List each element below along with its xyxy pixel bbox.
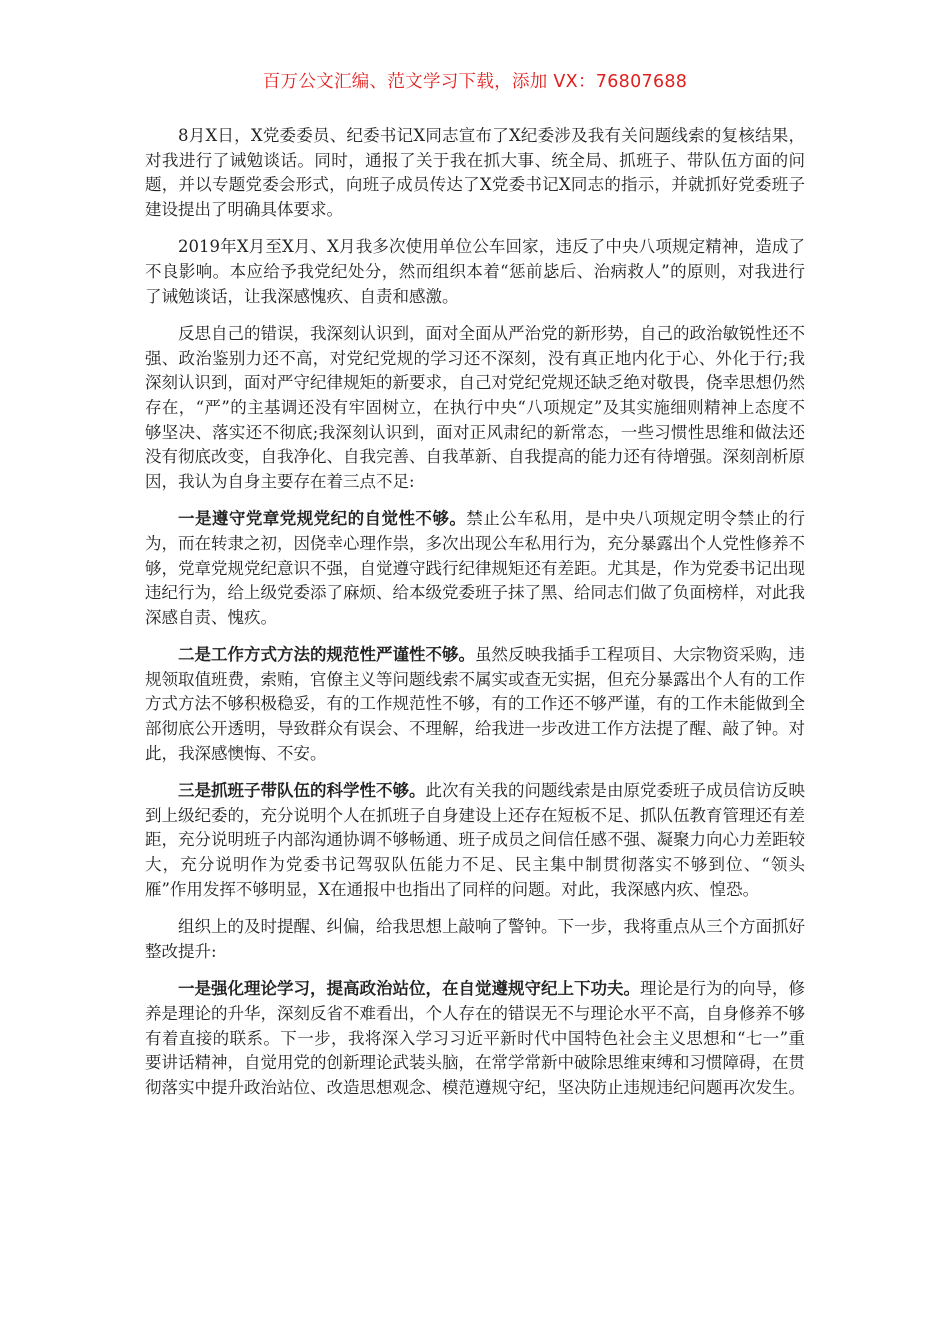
paragraph-text: 禁止公车私用，是中央八项规定明令禁止的行为，而在转隶之初，因侥幸心理作祟，多次出现公车私用行为，充分暴露出个人党性修养不够，党章党规党纪意识不强，自觉遵守践行纪律规矩还有差距。尤其是，作为党委书记出现违纪行为，给上级党委添了麻烦、给本级党委班子抹了黑、给同志们做了负面榜样，对此我深感自责、愧疚。 — [145, 509, 806, 627]
paragraph — [145, 977, 805, 1100]
paragraph — [145, 124, 805, 222]
paragraph-text: 虽然反映我插手工程项目、大宗物资采购，违规领取值班费，索贿，官僚主义等问题线索不属实或查无实据，但充分暴露出个人有的工作方式方法不够积极稳妥，有的工作规范性不够，有的工作还不够严谨，有的工作未能做到全部彻底公开透明，导致群众有误会、不理解，给我进一步改进工作方法提了醒、敲了钟。对此，我深感懊悔、不安。 — [145, 645, 805, 763]
paragraph-lead: 一是强化理论学习，提高政治站位，在自觉遵规守纪上下功夫。 — [178, 979, 640, 999]
paragraph-lead: 二是工作方式方法的规范性严谨性不够。 — [178, 645, 475, 665]
paragraph — [145, 322, 805, 494]
paragraph-text: 组织上的及时提醒、纠偏，给我思想上敲响了警钟。下一步，我将重点从三个方面抓好整改提升: — [145, 917, 805, 961]
paragraph — [145, 779, 805, 902]
paragraph-text: 2019年X月至X月、X月我多次使用单位公车回家，违反了中央八项规定精神，造成了不良影响。本应给予我党纪处分，然而组织本着“惩前毖后、治病救人”的原则，对我进行了诫勉谈话，让我深感愧疚、自责和感激。 — [145, 237, 805, 306]
paragraph — [145, 507, 805, 630]
paragraph-text: 8月X日，X党委委员、纪委书记X同志宣布了X纪委涉及我有关问题线索的复核结果，对我进行了诫勉谈话。同时，通报了关于我在抓大事、统全局、抓班子、带队伍方面的问题，并以专题党委会形式，向班子成员传达了X党委书记X同志的指示，并就抓好党委班子建设提出了明确具体要求。 — [145, 126, 805, 219]
paragraph — [145, 643, 805, 766]
paragraph — [145, 915, 805, 964]
paragraph-lead: 一是遵守党章党规党纪的自觉性不够。 — [178, 509, 467, 529]
document-body — [145, 124, 805, 1113]
paragraph-lead: 三是抓班子带队伍的科学性不够。 — [178, 781, 426, 801]
paragraph — [145, 235, 805, 309]
paragraph-text: 理论是行为的向导，修养是理论的升华，深刻反省不难看出，个人存在的错误无不与理论水平不高，自身修养不够有着直接的联系。下一步，我将深入学习习近平新时代中国特色社会主义思想和“七一”重要讲话精神，自觉用党的创新理论武装头脑，在常学常新中破除思维束缚和习惯障碍，在贯彻落实中提升政治站位、改造思想观念、模范遵规守纪，坚决防止违规违纪问题再次发生。 — [145, 979, 805, 1097]
paragraph-text: 反思自己的错误，我深刻认识到，面对全面从严治党的新形势，自己的政治敏锐性还不强、政治鉴别力还不高，对党纪党规的学习还不深刻，没有真正地内化于心、外化于行;我深刻认识到，面对严守纪律规矩的新要求，自己对党纪党规还缺乏绝对敬畏，侥幸思想仍然存在，“严”的主基调还没有牢固树立，在执行中央“八项规定”及其实施细则精神上态度不够坚决、落实还不彻底;我深刻认识到，面对正风肃纪的新常态，一些习惯性思维和做法还没有彻底改变，自我净化、自我完善、自我革新、自我提高的能力还有待增强。深刻剖析原因，我认为自身主要存在着三点不足: — [145, 324, 805, 491]
paragraph-text: 此次有关我的问题线索是由原党委班子成员信访反映到上级纪委的，充分说明个人在抓班子自身建设上还存在短板不足、抓队伍教育管理还有差距，充分说明班子内部沟通协调不够畅通、班子成员之间信任感不强、凝聚力向心力差距较大，充分说明作为党委书记驾驭队伍能力不足、民主集中制贯彻落实不够到位、“领头雁”作用发挥不够明显，X在通报中也指出了同样的问题。对此，我深感内疚、惶恐。 — [145, 781, 805, 899]
header-banner: 百万公文汇编、范文学习下载，添加 VX：76807688 — [262, 72, 688, 92]
